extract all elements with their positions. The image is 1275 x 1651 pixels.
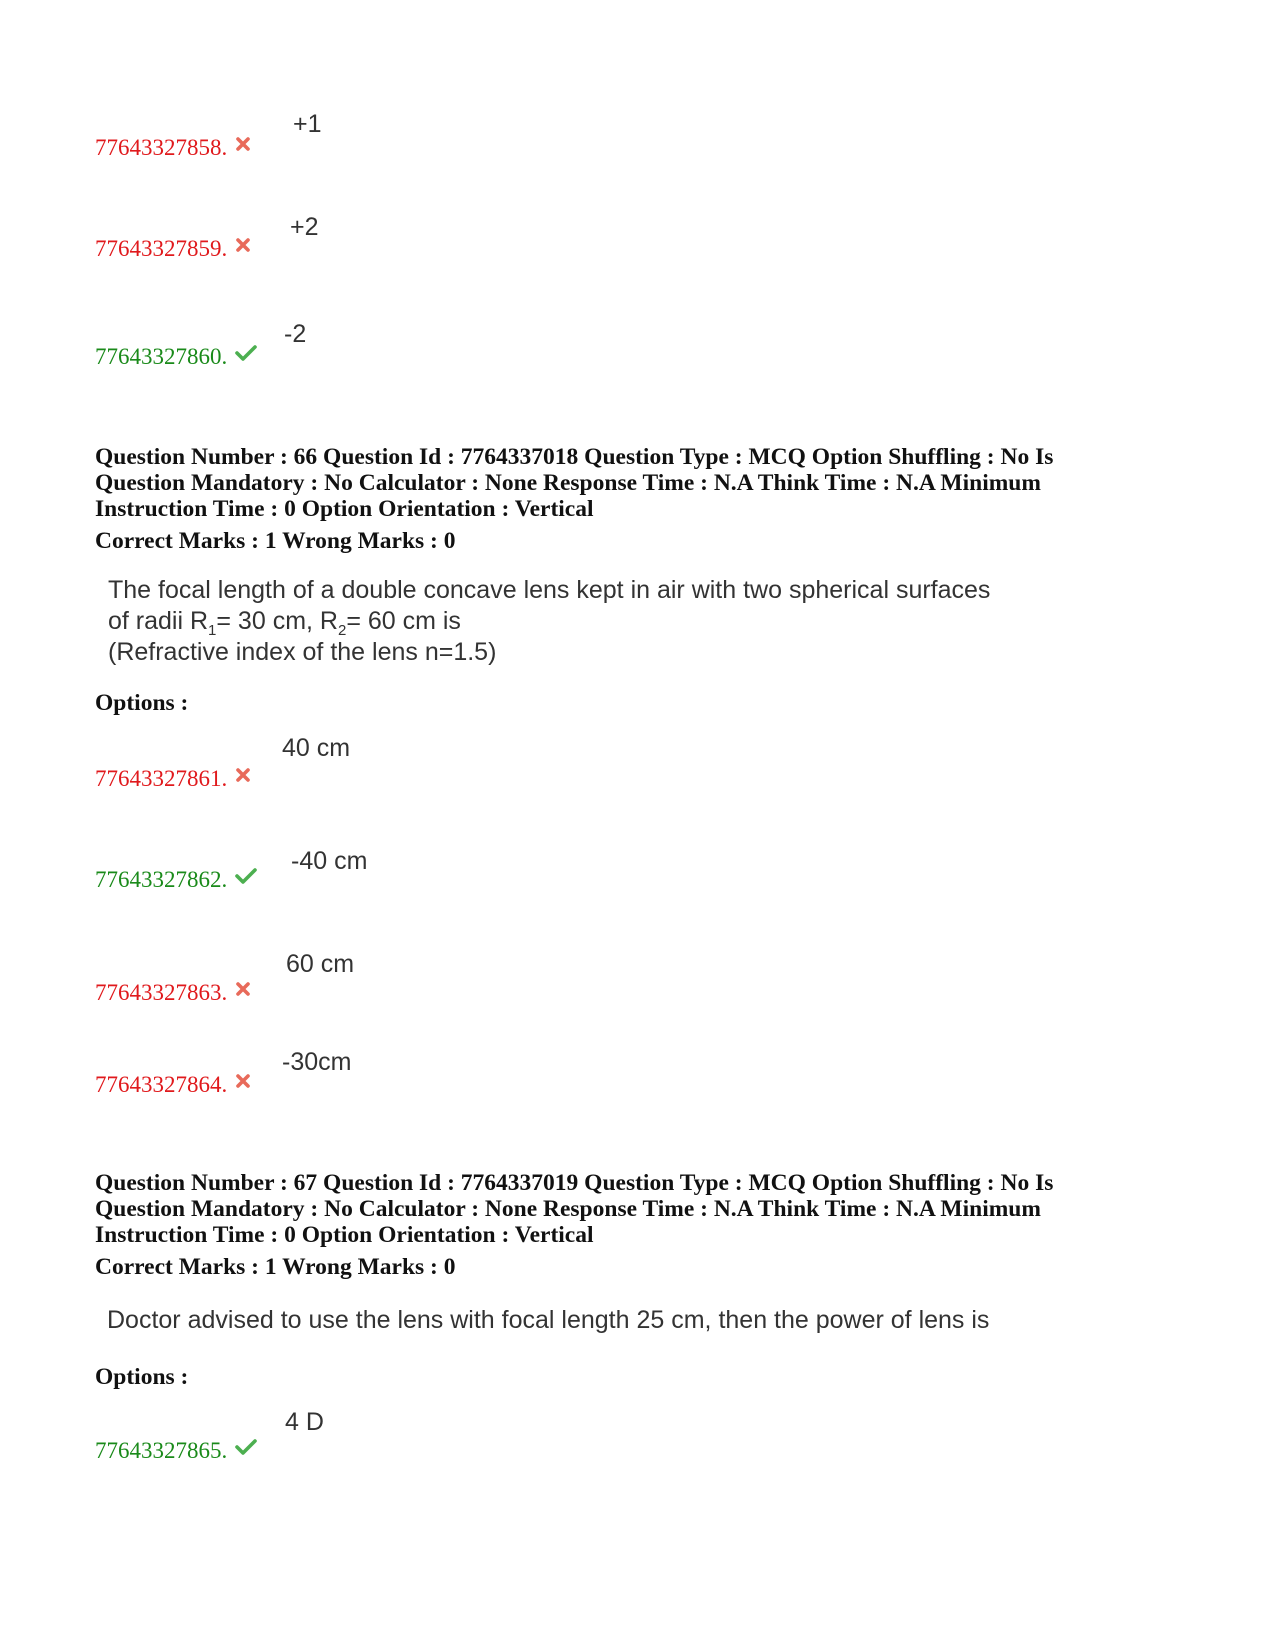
option-77643327858	[0, 110, 1275, 180]
option-id	[95, 867, 257, 895]
check-icon	[235, 1435, 257, 1461]
option-id-text: 77643327863.	[95, 980, 228, 1005]
meta-line: Question Mandatory : No Calculator : None Response Time : N.A Think Time : N.A Minimum	[95, 1196, 1041, 1222]
option-value: -30cm	[282, 1048, 352, 1076]
option-value: -2	[284, 320, 307, 348]
option-id	[95, 236, 251, 264]
question-text-line: of radii $R_1= 30$ cm, $R_2= 60$ cm is	[108, 607, 461, 639]
option-77643327865	[0, 1408, 1275, 1478]
option-77643327862	[0, 847, 1275, 917]
meta-line: Question Number : 67 Question Id : 7764337019 Question Type : MCQ Option Shuffling : No Is	[95, 1170, 1054, 1196]
option-id	[95, 1072, 251, 1100]
cross-icon	[235, 763, 251, 789]
question-67-options-label: Options :	[95, 1364, 189, 1390]
question-66-options-label: Options :	[95, 690, 189, 716]
question-67-marks: Correct Marks : 1 Wrong Marks : 0	[95, 1254, 456, 1280]
option-id-text: 77643327862.	[95, 867, 228, 892]
option-id-text: 77643327865.	[95, 1438, 228, 1463]
option-id-text: 77643327859.	[95, 236, 228, 261]
meta-line: Question Number : 66 Question Id : 7764337018 Question Type : MCQ Option Shuffling : No Is	[95, 444, 1054, 470]
question-66-text	[108, 575, 990, 668]
option-id	[95, 980, 251, 1008]
meta-line: Question Mandatory : No Calculator : None Response Time : N.A Think Time : N.A Minimum	[95, 470, 1041, 496]
option-value: +2	[290, 213, 319, 241]
option-id	[95, 135, 251, 163]
option-77643327861	[0, 734, 1275, 804]
option-value: 40 cm	[282, 734, 351, 762]
option-77643327860	[0, 320, 1275, 390]
question-text-line: The focal length of a double concave lens kept in air with two spherical surfaces	[108, 576, 991, 604]
cross-icon	[235, 233, 251, 259]
option-77643327864	[0, 1048, 1275, 1118]
cross-icon	[235, 977, 251, 1003]
option-id-text: 77643327858.	[95, 135, 228, 160]
question-67-text	[107, 1305, 989, 1336]
option-value: 4 D	[285, 1408, 324, 1436]
check-icon	[235, 341, 257, 367]
option-77643327859	[0, 213, 1275, 283]
check-icon	[235, 864, 257, 890]
question-66-marks: Correct Marks : 1 Wrong Marks : 0	[95, 528, 456, 554]
option-value: 60 cm	[286, 950, 355, 978]
question-text-line: (Refractive index of the lens n=1.5)	[108, 638, 497, 666]
option-id	[95, 344, 257, 372]
cross-icon	[235, 132, 251, 158]
option-id-text: 77643327860.	[95, 344, 228, 369]
option-id	[95, 1438, 257, 1466]
meta-line: Instruction Time : 0 Option Orientation : Vertical	[95, 1222, 594, 1248]
option-value: -40 cm	[291, 847, 368, 875]
option-id	[95, 766, 251, 794]
option-id-text: 77643327861.	[95, 766, 228, 791]
option-id-text: 77643327864.	[95, 1072, 228, 1097]
option-value: +1	[293, 110, 322, 138]
question-66-meta	[95, 444, 1215, 522]
meta-line: Instruction Time : 0 Option Orientation : Vertical	[95, 496, 594, 522]
option-77643327863	[0, 950, 1275, 1020]
question-text-line: Doctor advised to use the lens with focal length 25 cm, then the power of lens is	[107, 1306, 990, 1334]
cross-icon	[235, 1069, 251, 1095]
question-67-meta	[95, 1170, 1215, 1248]
